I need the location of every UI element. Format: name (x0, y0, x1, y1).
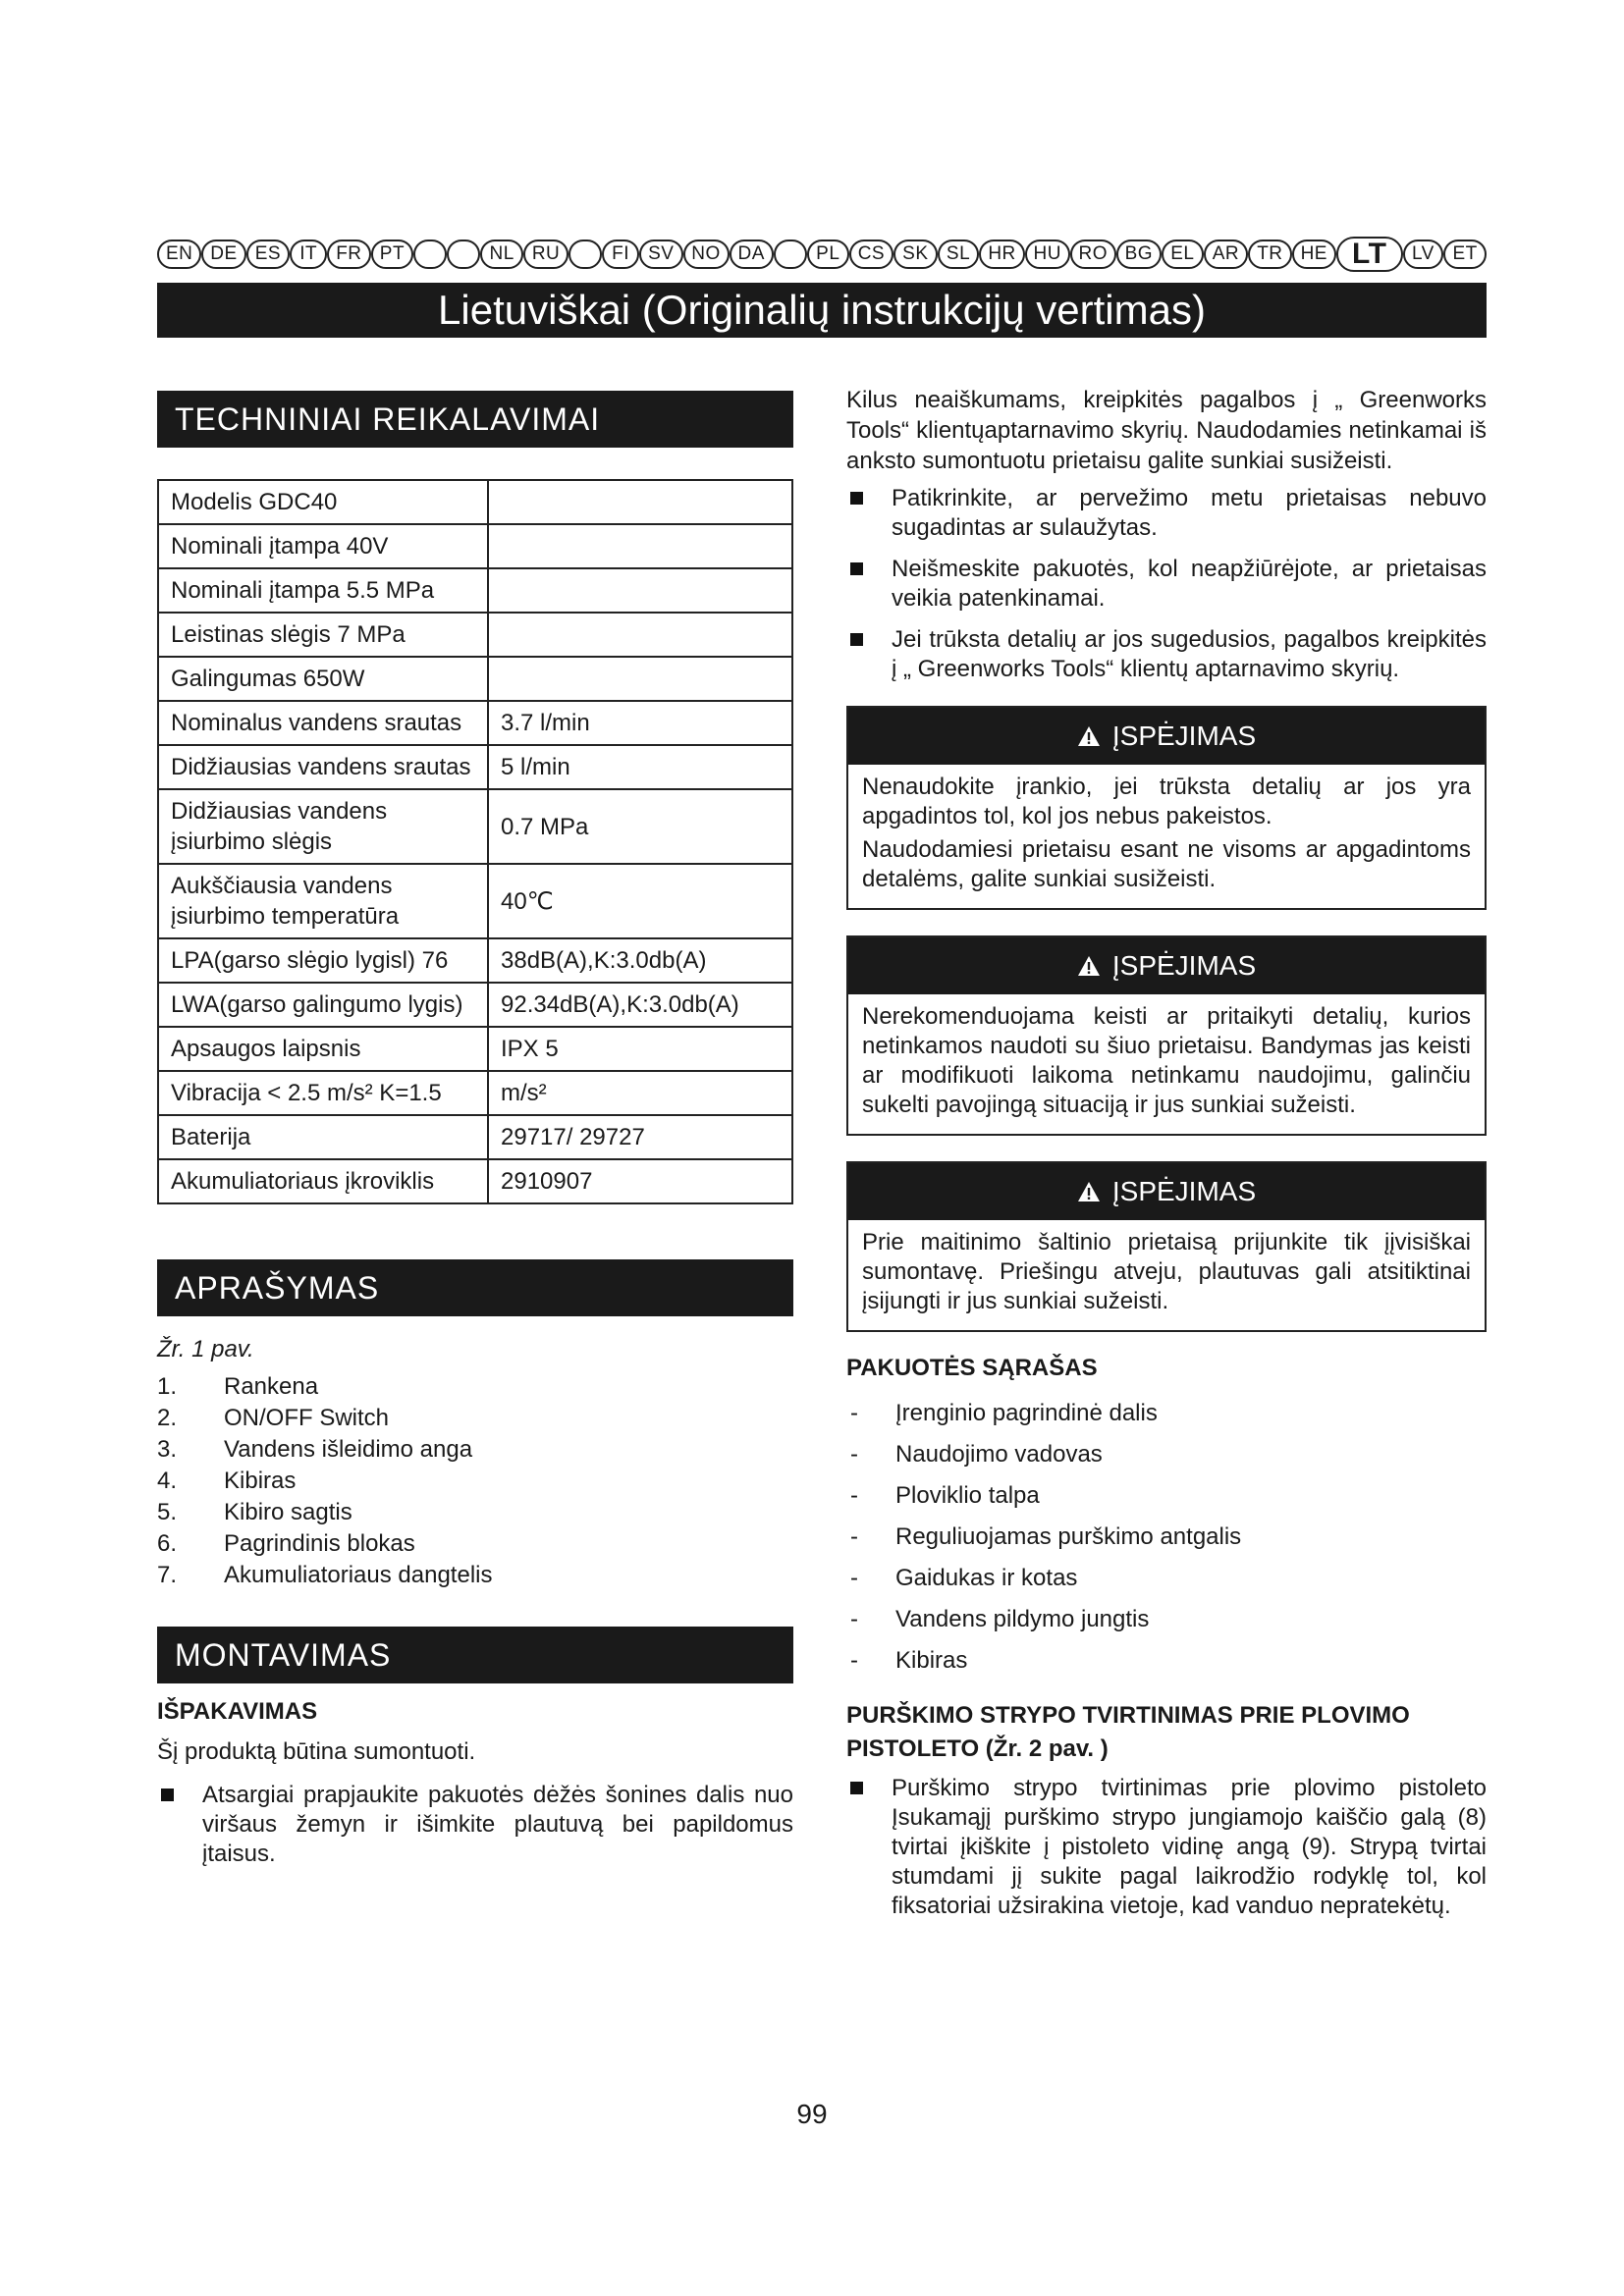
language-tab: RU (523, 240, 568, 269)
spray-rod-title: PURŠKIMO STRYPO TVIRTINIMAS PRIE PLOVIMO PISTOLETO (Žr. 2 pav. ) (846, 1702, 1410, 1762)
warning-header (848, 708, 1485, 765)
warning-header (848, 1163, 1485, 1220)
item-number: 1. (157, 1373, 178, 1400)
warning-text: Nenaudokite įrankio, jei trūksta detalių ar jos yra apgadintos tol, kol jos nebus pakeistos. (862, 774, 1471, 829)
spec-value (488, 480, 792, 524)
language-tab: NL (480, 240, 523, 269)
warning-text: Naudodamiesi prietaisu esant ne visoms ar apgadintoms detalėms, galite sunkiai susižeisti. (862, 836, 1471, 892)
language-tab: PT (371, 240, 414, 269)
warning-triangle-icon (1077, 955, 1101, 977)
tech-spec-table (157, 479, 793, 1204)
item-label: Pagrindinis blokas (224, 1530, 415, 1557)
language-tab (774, 240, 807, 269)
list-item (157, 1434, 793, 1466)
inspection-bullets (846, 484, 1487, 684)
language-tab: ES (246, 240, 291, 269)
intro-text: Kilus neaiškumams, kreipkitės pagalbos į „ Greenworks Tools“ klientųaptarnavimo skyrių. Naudodamies netinkamai iš anksto sumontuotu prietaisu galite sunkiai susižeisti. (846, 387, 1487, 474)
unpacking-text: Šį produktą būtina sumontuoti. (157, 1738, 476, 1765)
list-item (157, 1403, 793, 1434)
dash-marker: - (850, 1400, 858, 1426)
language-tab: DE (201, 240, 245, 269)
table-row (158, 657, 792, 701)
language-tab: BG (1116, 240, 1162, 269)
warning-box (846, 1161, 1487, 1332)
package-list (846, 1393, 1487, 1682)
page-number: 99 (796, 2099, 828, 2129)
warning-body (848, 994, 1485, 1134)
language-tabs (157, 238, 1487, 271)
list-item (157, 1371, 793, 1403)
spec-value (488, 524, 792, 568)
spec-key: Baterija (158, 1115, 488, 1159)
item-number: 7. (157, 1562, 178, 1588)
spec-key: Apsaugos laipsnis (158, 1027, 488, 1071)
warning-title: ĮSPĖJIMAS (1111, 721, 1257, 751)
language-tab: FI (602, 240, 639, 269)
dash-marker: - (850, 1482, 858, 1509)
table-row (158, 938, 792, 983)
spray-rod-bullets (846, 1774, 1487, 1921)
bullet-square-icon (846, 484, 892, 543)
table-row (158, 1159, 792, 1203)
warning-text: Nerekomenduojama keisti ar pritaikyti detalių, kurios netinkamos naudoti su šiuo prietaisu. Bandymas jas keisti ar modifikuoti laikoma netinkamu naudojimu, galinčiu sukelti pavojingą situaciją ir jus sunkiai sužeisti. (862, 1003, 1471, 1118)
bullet-text: Atsargiai prapjaukite pakuotės dėžės šonines dalis nuo viršaus žemyn ir išimkite plautuvą bei papildomus įtaisus. (202, 1782, 793, 1867)
item-label: Vandens išleidimo anga (224, 1436, 473, 1463)
assembly-heading: MONTAVIMAS (157, 1627, 793, 1683)
package-list-title: PAKUOTĖS SĄRAŠAS (846, 1355, 1098, 1381)
dash-marker: - (850, 1565, 858, 1591)
spec-value: m/s² (488, 1071, 792, 1115)
language-tab: AR (1204, 240, 1248, 269)
warning-text: Prie maitinimo šaltinio prietaisą prijunkite tik įįvisiškai sumontavę. Priešingu atveju, plautuvas gali atsitiktinai įsijungti ir jus sunkiai sužeisti. (862, 1229, 1471, 1314)
list-item (157, 1781, 793, 1869)
warning-title: ĮSPĖJIMAS (1111, 1176, 1257, 1206)
language-tab: PL (807, 240, 849, 269)
language-tab: LT (1336, 237, 1403, 272)
left-column (157, 391, 793, 1881)
spec-key: LPA(garso slėgio lygisl) 76 (158, 938, 488, 983)
spec-value: 3.7 l/min (488, 701, 792, 745)
warning-box (846, 935, 1487, 1136)
table-row (158, 1071, 792, 1115)
table-row (158, 1115, 792, 1159)
item-label: Rankena (224, 1373, 319, 1400)
warning-body (848, 1220, 1485, 1330)
spec-value: 40℃ (488, 864, 792, 938)
warning-header (848, 937, 1485, 994)
bullet-square-icon (846, 555, 892, 614)
list-item (846, 484, 1487, 543)
spec-value (488, 613, 792, 657)
item-number: 4. (157, 1468, 178, 1494)
list-item (846, 1393, 1487, 1434)
language-tab (413, 240, 447, 269)
dash-marker: - (850, 1441, 858, 1468)
spec-key: Vibracija < 2.5 m/s² K=1.5 (158, 1071, 488, 1115)
package-item: Gaidukas ir kotas (895, 1565, 1078, 1591)
spec-key: Leistinas slėgis 7 MPa (158, 613, 488, 657)
language-tab: FR (327, 240, 371, 269)
spec-value: 0.7 MPa (488, 789, 792, 864)
tech-spec-heading: TECHNINIAI REIKALAVIMAI (157, 391, 793, 448)
spec-value: 2910907 (488, 1159, 792, 1203)
item-number: 2. (157, 1405, 178, 1431)
spec-value: IPX 5 (488, 1027, 792, 1071)
table-row (158, 613, 792, 657)
dash-marker: - (850, 1606, 858, 1632)
language-tab: NO (683, 240, 730, 269)
language-tab: TR (1248, 240, 1292, 269)
language-tab: EN (157, 240, 201, 269)
package-item: Naudojimo vadovas (895, 1441, 1103, 1468)
package-item: Įrenginio pagrindinė dalis (895, 1400, 1158, 1426)
unpacking-title: IŠPAKAVIMAS (157, 1698, 318, 1725)
language-tab: SL (938, 240, 980, 269)
warnings-container (846, 706, 1487, 1332)
table-row (158, 480, 792, 524)
list-item (157, 1497, 793, 1528)
spec-key: LWA(garso galingumo lygis) (158, 983, 488, 1027)
item-label: Kibiras (224, 1468, 297, 1494)
unpacking-bullets (157, 1781, 793, 1869)
language-tab: DA (730, 240, 774, 269)
language-tab: HR (979, 240, 1024, 269)
table-row (158, 983, 792, 1027)
item-number: 6. (157, 1530, 178, 1557)
package-item: Reguliuojamas purškimo antgalis (895, 1523, 1242, 1550)
language-tab (568, 240, 602, 269)
page-title: Lietuviškai (Originalių instrukcijų vertimas) (157, 283, 1487, 338)
dash-marker: - (850, 1523, 858, 1550)
spec-value: 92.34dB(A),K:3.0db(A) (488, 983, 792, 1027)
list-item (846, 1774, 1487, 1921)
list-item (846, 1640, 1487, 1682)
item-label: ON/OFF Switch (224, 1405, 390, 1431)
bullet-square-icon (846, 625, 892, 684)
list-item (846, 1475, 1487, 1517)
language-tab: IT (290, 240, 327, 269)
spec-value (488, 568, 792, 613)
table-row (158, 701, 792, 745)
spec-key: Nominalus vandens srautas (158, 701, 488, 745)
right-column (846, 385, 1487, 1933)
spec-value: 5 l/min (488, 745, 792, 789)
bullet-square-icon (846, 1774, 892, 1921)
spec-key: Didžiausias vandens srautas (158, 745, 488, 789)
language-tab: SK (893, 240, 938, 269)
package-item: Ploviklio talpa (895, 1482, 1040, 1509)
spec-key: Nominali įtampa 5.5 MPa (158, 568, 488, 613)
bullet-square-icon (157, 1781, 202, 1869)
list-item (157, 1466, 793, 1497)
item-number: 5. (157, 1499, 178, 1525)
dash-marker: - (850, 1647, 858, 1674)
spec-key: Aukščiausia vandens įsiurbimo temperatūra (158, 864, 488, 938)
bullet-text: Patikrinkite, ar pervežimo metu prietaisas nebuvo sugadintas ar sulaužytas. (892, 485, 1487, 541)
language-tab (447, 240, 480, 269)
language-tab: HU (1025, 240, 1070, 269)
spec-key: Akumuliatoriaus įkroviklis (158, 1159, 488, 1203)
list-item (157, 1528, 793, 1560)
table-row (158, 568, 792, 613)
table-row (158, 789, 792, 864)
spec-key: Modelis GDC40 (158, 480, 488, 524)
language-tab: SV (639, 240, 683, 269)
bullet-text: Purškimo strypo tvirtinimas prie plovimo pistoleto Įsukamąjį purškimo strypo jungiamojo kaiščio galą (8) tvirtai įkiškite į pistoleto vidinę angą (9). Strypą tvirtai stumdami jį sukite pagal laikrodžio rodyklę tol, kol fiksatoriai užsirakina vietoje, kad vanduo nepratekėtų. (892, 1775, 1487, 1919)
warning-triangle-icon (1077, 1181, 1101, 1202)
spec-key: Galingumas 650W (158, 657, 488, 701)
spec-key: Nominali įtampa 40V (158, 524, 488, 568)
item-label: Kibiro sagtis (224, 1499, 352, 1525)
figure-reference: Žr. 1 pav. (157, 1336, 254, 1362)
warning-title: ĮSPĖJIMAS (1111, 950, 1257, 981)
table-row (158, 864, 792, 938)
package-item: Vandens pildymo jungtis (895, 1606, 1150, 1632)
list-item (157, 1560, 793, 1591)
spec-value (488, 657, 792, 701)
item-label: Akumuliatoriaus dangtelis (224, 1562, 493, 1588)
warning-box (846, 706, 1487, 910)
bullet-text: Jei trūksta detalių ar jos sugedusios, pagalbos kreipkitės į „ Greenworks Tools“ klientų aptarnavimo skyrių. (892, 626, 1487, 682)
language-tab: HE (1292, 240, 1336, 269)
table-row (158, 745, 792, 789)
list-item (846, 1558, 1487, 1599)
language-tab: RO (1070, 240, 1116, 269)
table-row (158, 1027, 792, 1071)
spec-value: 38dB(A),K:3.0db(A) (488, 938, 792, 983)
language-tab: LV (1403, 240, 1444, 269)
warning-triangle-icon (1077, 725, 1101, 747)
table-row (158, 524, 792, 568)
list-item (846, 555, 1487, 614)
spec-key: Didžiausias vandens įsiurbimo slėgis (158, 789, 488, 864)
list-item (846, 1599, 1487, 1640)
parts-list (157, 1371, 793, 1591)
spec-value: 29717/ 29727 (488, 1115, 792, 1159)
language-tab: CS (849, 240, 893, 269)
list-item (846, 625, 1487, 684)
description-heading: APRAŠYMAS (157, 1259, 793, 1316)
language-tab: ET (1443, 240, 1487, 269)
list-item (846, 1434, 1487, 1475)
package-item: Kibiras (895, 1647, 968, 1674)
list-item (846, 1517, 1487, 1558)
warning-body (848, 765, 1485, 908)
bullet-text: Neišmeskite pakuotės, kol neapžiūrėjote, ar prietaisas veikia patenkinamai. (892, 556, 1487, 612)
item-number: 3. (157, 1436, 178, 1463)
language-tab: EL (1162, 240, 1204, 269)
